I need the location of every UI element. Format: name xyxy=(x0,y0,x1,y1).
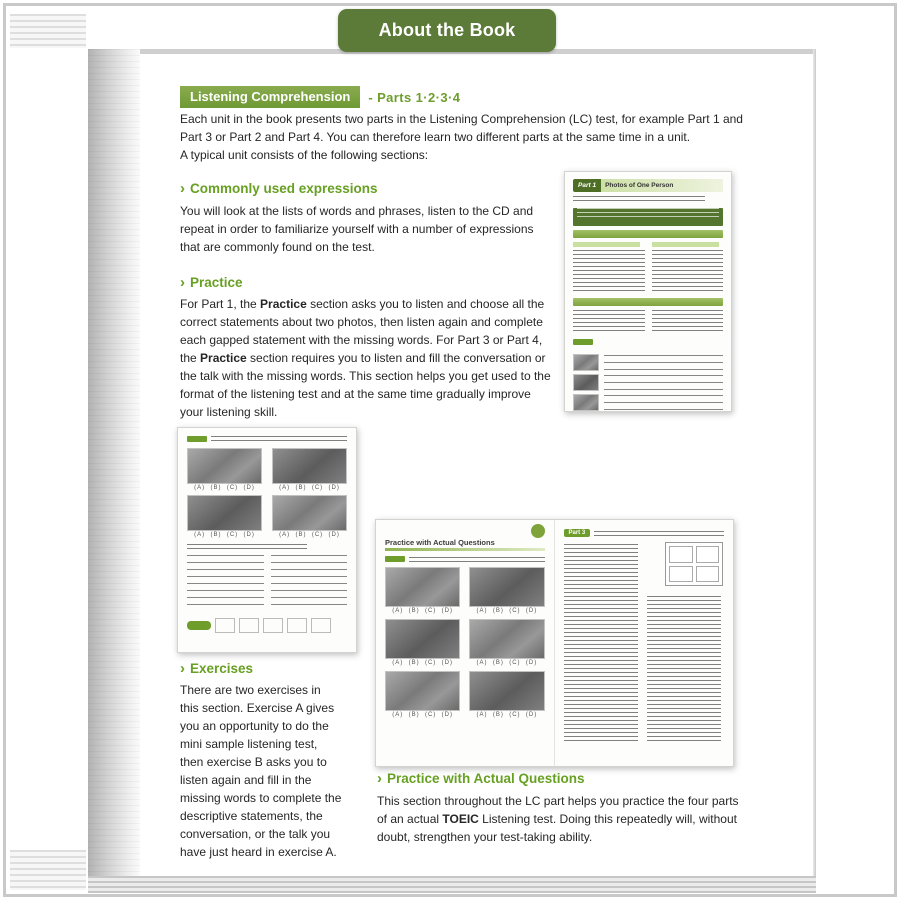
photo-cell xyxy=(272,448,347,491)
thumb-mini-label xyxy=(187,436,207,442)
page-bottom-edge xyxy=(88,876,816,893)
placeholder-text-lines xyxy=(577,208,719,220)
photo-cell xyxy=(469,619,544,666)
thumb-instruction-box xyxy=(573,208,723,226)
diagram-box xyxy=(696,566,720,583)
page-binding-shadow xyxy=(88,49,140,879)
section-arrow-icon: › xyxy=(180,660,185,677)
photo-cell xyxy=(385,671,460,718)
heading-actual-questions xyxy=(377,771,585,786)
heading-exercises-label: Exercises xyxy=(190,661,254,676)
placeholder-text-lines xyxy=(652,250,724,294)
vocabulary-strip xyxy=(187,618,347,633)
vocab-box xyxy=(239,618,259,633)
placeholder-text-lines xyxy=(564,544,638,742)
photo-thumbnail xyxy=(385,567,460,607)
thumb-aq-title: Practice with Actual Questions xyxy=(385,538,495,547)
vocab-box xyxy=(287,618,307,633)
heading-practice xyxy=(180,275,243,290)
word-column xyxy=(573,310,645,332)
section-arrow-icon: › xyxy=(180,180,185,197)
aq-text: Listening test. Doing this repeatedly will, without doubt, strengthen your test-taking ability. xyxy=(377,812,737,844)
photo-thumbnail xyxy=(573,354,599,371)
diagram-box xyxy=(669,546,693,563)
placeholder-text-lines xyxy=(573,310,645,332)
answer-choices: (A) (B) (C) (D) xyxy=(279,532,340,538)
aq-text: This section throughout the LC part helps you practice the four parts of an actual xyxy=(377,794,739,826)
heading-exercises xyxy=(180,661,253,676)
spread-right-page xyxy=(555,520,734,766)
heading-expressions xyxy=(180,181,378,196)
answer-choices: (A) (B) (C) (D) xyxy=(392,712,453,718)
photo-row xyxy=(573,394,723,411)
heading-expressions-label: Commonly used expressions xyxy=(190,181,378,196)
fill-in-columns xyxy=(187,555,347,611)
answer-choices: (A) (B) (C) (D) xyxy=(392,660,453,666)
spread-header xyxy=(385,529,545,546)
lc-header-label: Listening Comprehension xyxy=(180,86,360,108)
actual-questions-paragraph xyxy=(377,792,745,846)
placeholder-text-lines xyxy=(409,557,545,562)
placeholder-text-lines xyxy=(652,310,724,332)
photo-cell xyxy=(385,567,460,614)
seating-diagram xyxy=(665,542,723,586)
thumb-word-columns xyxy=(573,242,723,294)
practice-bold: Practice xyxy=(200,351,247,365)
column-subheader xyxy=(652,242,719,247)
exercises-paragraph: There are two exercises in this section. Exercise A gives you an opportunity to do the mini sample listening test, then exercise B asks you to listen again and fill in the missing words to complete the descriptive statements, the conversation, or the talk you have just heard in exercise A. xyxy=(180,683,342,859)
lc-header-parts: - Parts 1·2·3·4 xyxy=(368,89,461,105)
answer-lines xyxy=(187,555,264,611)
fill-in-column xyxy=(187,555,264,611)
placeholder-text-lines xyxy=(211,436,347,442)
vocab-box xyxy=(311,618,331,633)
thumb-instruction-row xyxy=(385,556,545,562)
answer-choices: (A) (B) (C) (D) xyxy=(279,485,340,491)
heading-actual-questions-label: Practice with Actual Questions xyxy=(387,771,585,786)
intro-paragraph xyxy=(180,110,754,164)
expressions-paragraph: You will look at the lists of words and phrases, listen to the CD and repeat in order to familiarize yourself with a number of expressions that are commonly found on the test. xyxy=(180,204,534,254)
answer-lines xyxy=(604,355,723,370)
thumb-mini-label xyxy=(385,556,405,562)
photo-cell xyxy=(469,671,544,718)
photo-row xyxy=(573,354,723,371)
photo-thumbnail xyxy=(272,495,347,531)
answer-choices: (A) (B) (C) (D) xyxy=(476,608,538,614)
thumb-unit-title: Photos of One Person xyxy=(601,179,723,192)
practice-paragraph xyxy=(180,295,552,421)
thumb-instruction-row xyxy=(187,436,347,442)
spread-left-page xyxy=(376,520,555,766)
diagram-box xyxy=(696,546,720,563)
scan-edge-stripes-top xyxy=(10,14,86,48)
thumb-mini-label xyxy=(573,339,593,345)
placeholder-text-lines xyxy=(187,544,307,550)
vocab-label-pill xyxy=(187,621,211,630)
thumb-instruction-row xyxy=(564,529,725,537)
section-arrow-icon: › xyxy=(180,274,185,291)
photo-thumbnail xyxy=(469,619,544,659)
photo-cell xyxy=(187,495,262,538)
photo-thumbnail xyxy=(469,671,544,711)
vocab-box xyxy=(263,618,283,633)
placeholder-text-lines xyxy=(573,196,705,204)
page-banner xyxy=(338,9,556,52)
practice-text: section requires you to listen and fill the conversation or the talk with the missing words. This section helps you get used to the format of the listening test and at the same time gradually improve your listening skill. xyxy=(180,351,551,419)
photo-cell xyxy=(272,495,347,538)
section-arrow-icon: › xyxy=(377,770,382,787)
photo-thumbnail xyxy=(187,448,262,484)
photo-thumbnail xyxy=(385,619,460,659)
photo-grid xyxy=(385,567,545,718)
word-column xyxy=(652,242,724,294)
photo-grid xyxy=(187,448,347,538)
actual-questions-spread-thumbnail xyxy=(375,519,734,767)
photo-thumbnail xyxy=(573,374,599,391)
photo-row xyxy=(573,374,723,391)
aq-bold: TOEIC xyxy=(442,812,479,826)
photo-cell xyxy=(187,448,262,491)
practice-text: section asks you to listen and choose all the correct statements about two photos, then listen again and complete each gapped statement with the missing words. For Part 3 or Part 4, the xyxy=(180,297,545,365)
answer-choices: (A) (B) (C) (D) xyxy=(476,712,538,718)
fill-in-column xyxy=(271,555,348,611)
practice-bold: Practice xyxy=(260,297,307,311)
thumb-unit-header xyxy=(573,179,723,192)
page-right-edge xyxy=(813,49,816,879)
photo-thumbnail xyxy=(272,448,347,484)
answer-choices: (A) (B) (C) (D) xyxy=(476,660,538,666)
placeholder-text-lines xyxy=(594,531,724,536)
diagram-box xyxy=(669,566,693,583)
photo-cell xyxy=(385,619,460,666)
vocab-box xyxy=(215,618,235,633)
photo-thumbnail xyxy=(187,495,262,531)
answer-choices: (A) (B) (C) (D) xyxy=(392,608,453,614)
photo-cell xyxy=(469,567,544,614)
column-subheader xyxy=(573,242,640,247)
thumb-green-band xyxy=(573,298,723,306)
word-column xyxy=(573,242,645,294)
unit-page-thumbnail xyxy=(564,171,732,412)
photo-thumbnail xyxy=(573,394,599,411)
thumb-part3-badge: Part 3 xyxy=(564,529,591,537)
intro-text: Each unit in the book presents two parts in the Listening Comprehension (LC) test, for example Part 1 and Part 3 or Part 2 and Part 4. You can therefore learn two different parts at the same time in a unit. xyxy=(180,112,743,144)
placeholder-text-lines xyxy=(573,250,645,294)
photo-thumbnail xyxy=(385,671,460,711)
answer-lines xyxy=(604,375,723,390)
photo-thumbnail xyxy=(469,567,544,607)
word-column xyxy=(652,310,724,332)
banner-title: About the Book xyxy=(378,20,516,40)
practice-text: For Part 1, the xyxy=(180,297,261,311)
thumb-part1-badge: Part 1 xyxy=(573,179,601,192)
heading-practice-label: Practice xyxy=(190,275,243,290)
answer-lines xyxy=(604,395,723,410)
answer-choices: (A) (B) (C) (D) xyxy=(194,485,255,491)
answer-lines xyxy=(271,555,348,611)
scan-edge-stripes-bottom xyxy=(10,850,86,890)
thumb-green-band xyxy=(573,230,723,238)
answer-choices: (A) (B) (C) (D) xyxy=(194,532,255,538)
intro-text-line2: A typical unit consists of the following sections: xyxy=(180,148,429,162)
unit-number-badge xyxy=(531,524,545,538)
lc-section-header xyxy=(180,86,460,108)
thumb-word-columns xyxy=(573,310,723,332)
placeholder-text-lines xyxy=(647,596,721,742)
exercise-page-thumbnail xyxy=(177,427,357,653)
